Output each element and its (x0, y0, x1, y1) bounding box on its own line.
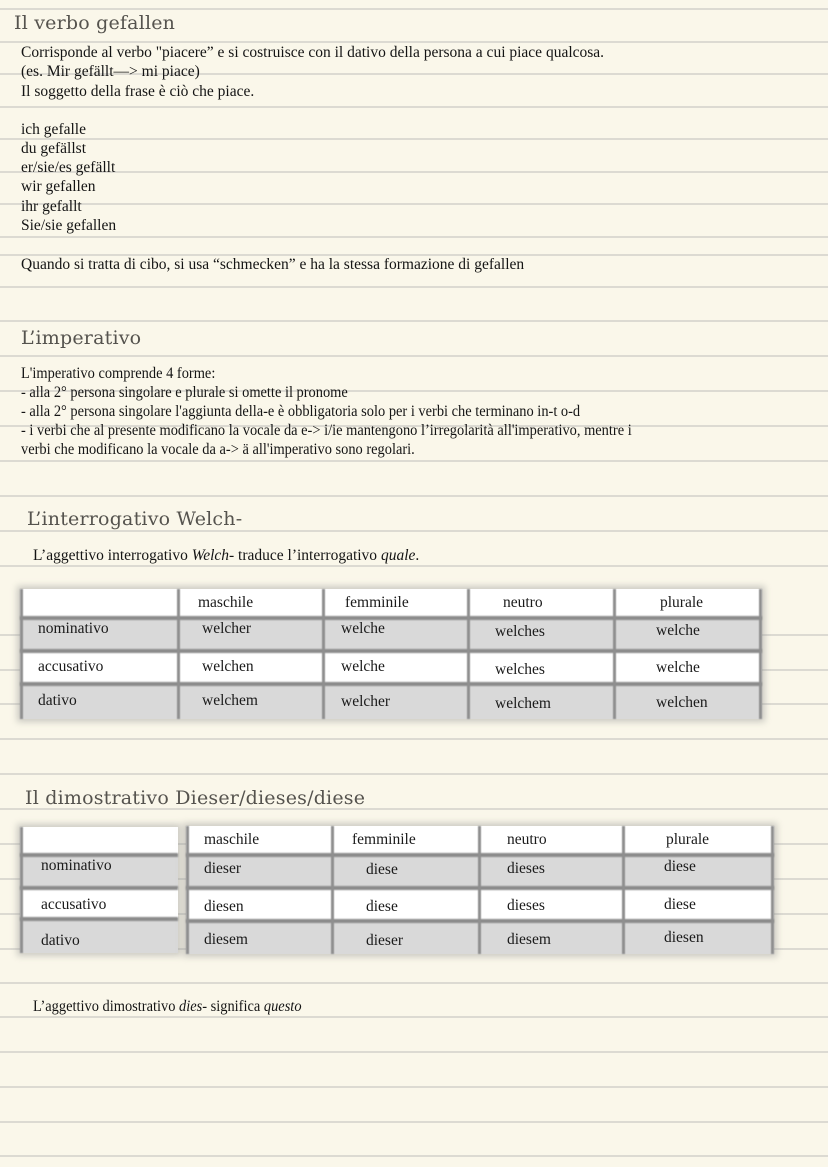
table-divider (186, 826, 189, 954)
table-divider (20, 616, 762, 620)
text-line: (es. Mir gefällt—> mi piace) (21, 63, 200, 80)
header-cell (20, 827, 40, 831)
table-header-row (20, 827, 178, 854)
rule-line (0, 1051, 828, 1053)
rule-line (0, 460, 828, 462)
form-cell: welcher (202, 620, 252, 637)
form-cell: welche (341, 658, 385, 675)
rule-line (0, 236, 828, 238)
note-text: - significa (202, 998, 264, 1015)
table-divider (177, 589, 180, 719)
case-cell: dativo (38, 692, 77, 709)
table-divider (20, 917, 178, 921)
form-cell: welche (341, 620, 385, 637)
form-cell: diesen (664, 929, 704, 946)
section-title: Il verbo gefallen (14, 12, 176, 34)
header-cell: femminile (345, 594, 409, 611)
table-header-row (20, 589, 762, 617)
rule-line (0, 495, 828, 497)
header-cell (20, 589, 178, 594)
note-emphasis: questo (263, 998, 302, 1015)
note-line (33, 997, 302, 1016)
table-row (20, 918, 178, 953)
rule-line (0, 106, 828, 108)
case-cell: accusativo (38, 658, 104, 675)
form-cell: welcher (341, 693, 391, 710)
header-cell: plurale (660, 594, 704, 611)
case-cell: accusativo (41, 896, 107, 913)
table-divider (20, 853, 178, 857)
intro-text: - traduce l’interrogativo (229, 547, 381, 564)
table-divider (20, 649, 762, 653)
dieser-table-forms (186, 826, 774, 954)
form-cell: dieser (204, 860, 242, 877)
intro-emphasis: Welch (191, 547, 230, 564)
intro-line (33, 546, 419, 565)
form-cell: welches (495, 623, 545, 640)
form-cell: dieses (507, 860, 545, 877)
rule-line (0, 320, 828, 322)
note-text: L’aggettivo dimostrativo (33, 998, 180, 1015)
rule-line (0, 355, 828, 357)
form-cell: diese (366, 898, 398, 915)
intro-emphasis: quale (380, 547, 416, 564)
text-line: - i verbi che al presente modificano la vocale da e-> i/ie mantengono l’irregolarità all'imperativo, mentre i (21, 422, 632, 439)
conjugation-line: wir gefallen (21, 178, 96, 195)
form-cell: welches (495, 661, 545, 678)
conjugation-line: ihr gefallt (21, 198, 82, 215)
rule-line (0, 286, 828, 288)
table-row (20, 888, 178, 918)
table-divider (20, 886, 178, 890)
form-cell: diese (366, 861, 398, 878)
form-cell: dieses (507, 897, 545, 914)
dieser-table-cases (20, 827, 178, 953)
form-cell: welche (656, 622, 700, 639)
rule-line (0, 1086, 828, 1088)
rule-line (0, 203, 828, 205)
conjugation-line: er/sie/es gefällt (21, 159, 116, 176)
form-cell: welchem (495, 695, 551, 712)
form-cell: welchen (656, 694, 708, 711)
table-divider (622, 826, 625, 954)
section-title: L’interrogativo Welch- (27, 508, 243, 530)
rule-line (0, 530, 828, 532)
note-emphasis: dies (179, 998, 203, 1015)
case-cell: dativo (41, 932, 80, 949)
form-cell: diese (664, 858, 696, 875)
welch-table (20, 589, 762, 719)
conjugation-line: ich gefalle (21, 121, 86, 138)
intro-text: L’aggettivo interrogativo (33, 547, 192, 564)
case-cell: nominativo (38, 620, 109, 637)
header-cell: neutro (507, 831, 547, 848)
table-divider (771, 826, 774, 954)
intro-text: . (415, 547, 420, 564)
table-divider (467, 589, 470, 719)
table-divider (331, 826, 334, 954)
table-divider (478, 826, 481, 954)
conjugation-line: Sie/sie gefallen (21, 217, 117, 234)
table-divider (759, 589, 762, 719)
table-divider (20, 589, 23, 719)
rule-line (0, 1155, 828, 1157)
header-cell: maschile (204, 831, 260, 848)
table-row (20, 651, 762, 683)
table-divider (613, 589, 616, 719)
rule-line (0, 773, 828, 775)
header-cell: maschile (198, 594, 254, 611)
rule-line (0, 8, 828, 10)
rule-line (0, 738, 828, 740)
note-line: Quando si tratta di cibo, si usa “schmecken” e ha la stessa formazione di gefallen (21, 256, 525, 273)
rule-line (0, 1016, 828, 1018)
text-line: Il soggetto della frase è ciò che piace. (21, 83, 255, 100)
form-cell: diesem (507, 931, 551, 948)
form-cell: welchem (202, 692, 258, 709)
conjugation-line: du gefällst (21, 140, 86, 157)
form-cell: welchen (202, 658, 254, 675)
table-divider (20, 682, 762, 686)
form-cell: diesem (204, 931, 248, 948)
text-line: Corrisponde al verbo "piacere” e si costruisce con il dativo della persona a cui piace qualcosa. (21, 44, 605, 61)
header-cell: plurale (666, 831, 710, 848)
text-line: verbi che modificano la vocale da a-> ä all'imperativo sono regolari. (21, 441, 415, 458)
header-cell: femminile (352, 831, 416, 848)
rule-line (0, 982, 828, 984)
table-divider (322, 589, 325, 719)
table-row (20, 683, 762, 719)
rule-line (0, 138, 828, 140)
text-line: - alla 2° persona singolare e plurale si omette il pronome (21, 384, 348, 401)
text-line: L'imperativo comprende 4 forme: (21, 365, 216, 382)
rule-line (0, 171, 828, 173)
form-cell: diese (664, 896, 696, 913)
rule-line (0, 1121, 828, 1123)
form-cell: dieser (366, 932, 404, 949)
case-cell: nominativo (41, 857, 112, 874)
header-cell: neutro (503, 594, 543, 611)
section-title: Il dimostrativo Dieser/dieses/diese (25, 787, 366, 809)
section-title: L’imperativo (21, 327, 142, 349)
table-divider (20, 827, 23, 953)
table-row (20, 854, 178, 888)
form-cell: diesen (204, 898, 244, 915)
form-cell: welche (656, 659, 700, 676)
text-line: - alla 2° persona singolare l'aggiunta della-e è obbligatoria solo per i verbi che terminano in-t o-d (21, 403, 581, 420)
table-row (20, 617, 762, 651)
rule-line (0, 565, 828, 567)
